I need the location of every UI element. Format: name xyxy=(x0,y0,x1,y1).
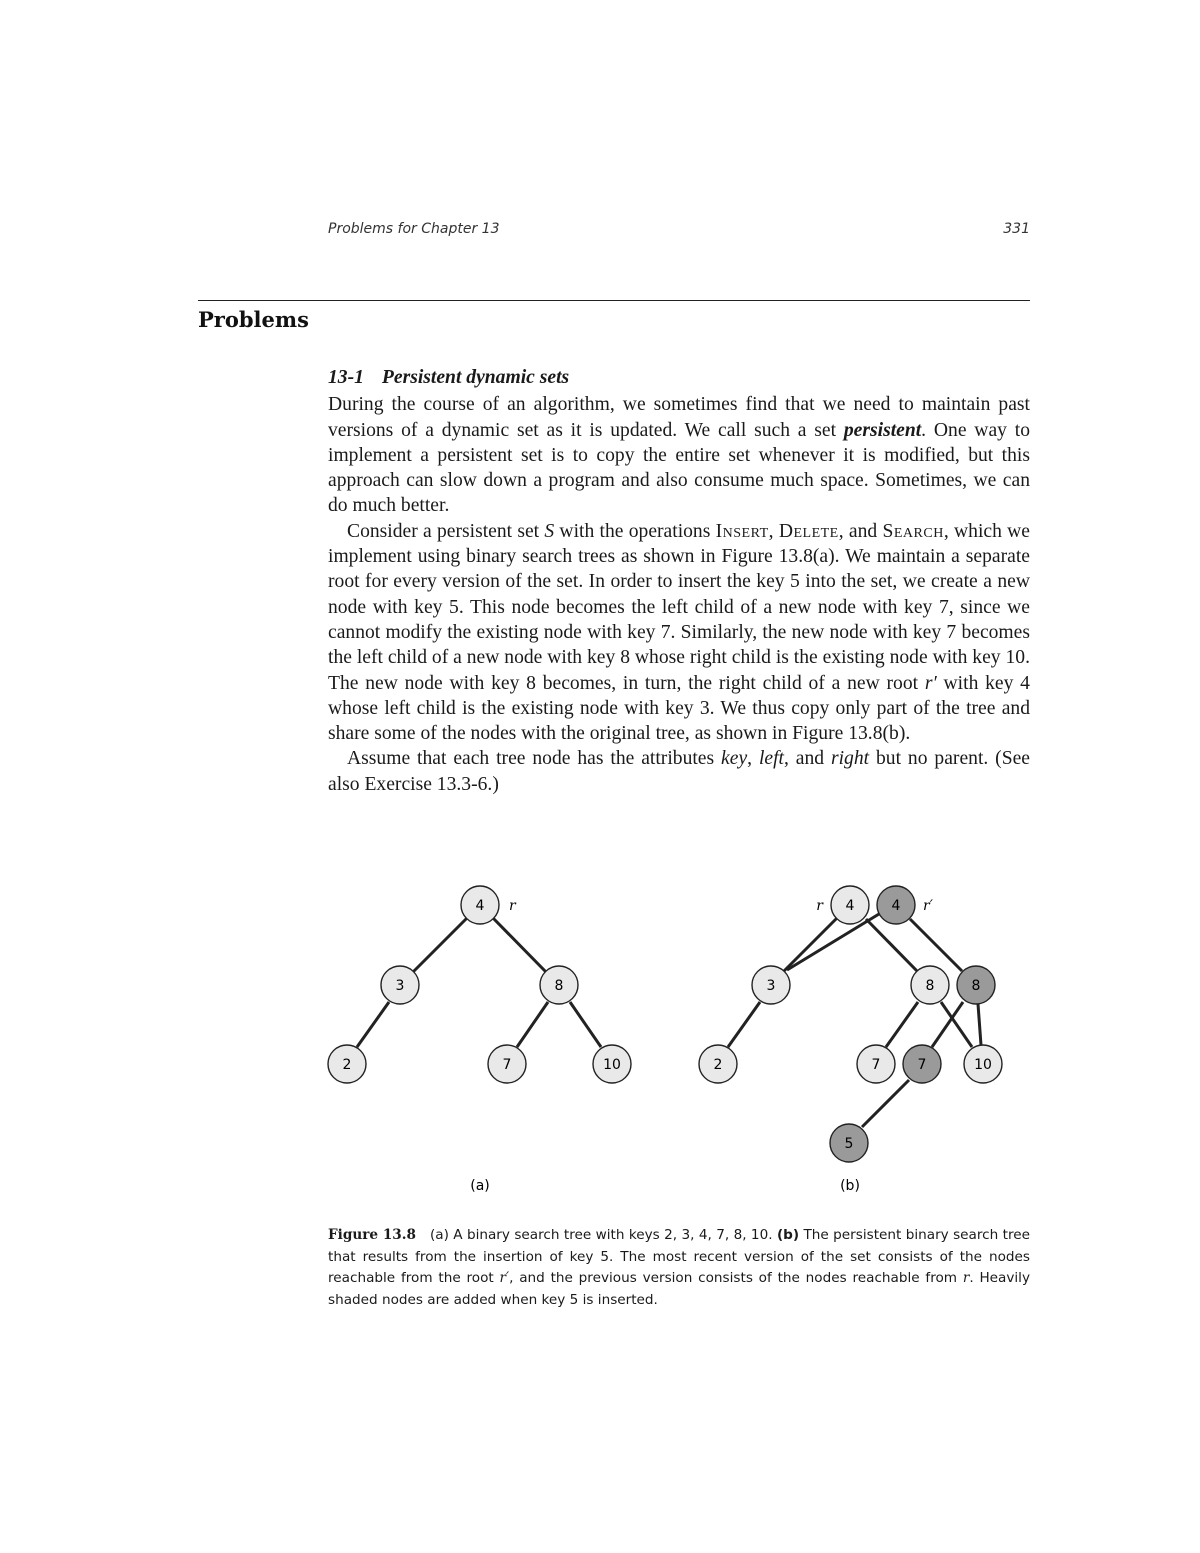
edge-a-3-2 xyxy=(357,1002,389,1047)
node-b-4-key: 4 xyxy=(845,898,855,914)
p3-text-d: but no parent. (See also Exercise 13.3-6.) xyxy=(328,748,1031,795)
p3-text-b: , xyxy=(747,748,759,770)
root-label-a: r xyxy=(509,898,516,914)
node-b-3 xyxy=(752,966,790,1004)
node-b-new-8 xyxy=(957,966,995,1004)
p2-text-d: , and xyxy=(838,520,883,542)
subfigure-label-a: (a) xyxy=(470,1178,490,1194)
node-b-new-7 xyxy=(903,1045,941,1083)
op-insert: Insert xyxy=(715,520,769,542)
problem-title: Persistent dynamic sets xyxy=(381,367,570,388)
node-a-10-key: 10 xyxy=(603,1057,621,1073)
tree-b-edges xyxy=(728,914,981,1127)
node-b-8 xyxy=(911,966,949,1004)
edge-b-8-7 xyxy=(886,1002,918,1047)
running-head-title: Problems for Chapter 13 xyxy=(328,221,500,237)
node-b-2-key: 2 xyxy=(713,1057,723,1073)
node-b-new-4 xyxy=(877,886,915,924)
edge-b-3-2 xyxy=(728,1002,760,1047)
node-b-7 xyxy=(857,1045,895,1083)
node-b-8-key: 8 xyxy=(925,978,935,994)
node-b-new-5 xyxy=(830,1124,868,1162)
p2-text-a: Consider a persistent set xyxy=(347,520,545,542)
node-b-new-7-key: 7 xyxy=(917,1057,927,1073)
edge-b-new8-10 xyxy=(978,1004,981,1045)
caption-b-text-3: . Heavily shaded nodes are added when key 5 is inserted. xyxy=(328,1270,1031,1308)
node-a-8-key: 8 xyxy=(554,978,564,994)
caption-a-text: A binary search tree with keys 2, 3, 4, 7, 8, 10. xyxy=(448,1227,777,1243)
edge-b-4-8 xyxy=(866,919,917,971)
edge-b-new8-new7 xyxy=(932,1002,963,1047)
p3-text-a: Assume that each tree node has the attributes xyxy=(347,748,722,770)
attr-left: left xyxy=(758,748,784,770)
figure-caption xyxy=(328,1225,1030,1311)
p2-text-b: with the operations xyxy=(554,520,716,542)
caption-a-mark: (a) xyxy=(429,1227,449,1243)
node-a-7-key: 7 xyxy=(502,1057,512,1073)
p1-text-a: During the course of an algorithm, we sometimes find that we need to maintain past versions of a dynamic set as it is updated. We call such a set xyxy=(328,394,1030,441)
edge-a-4-8 xyxy=(493,918,546,972)
edge-b-8-10 xyxy=(941,1002,972,1047)
node-b-new-8-key: 8 xyxy=(971,978,981,994)
node-a-7 xyxy=(488,1045,526,1083)
node-b-7-key: 7 xyxy=(871,1057,881,1073)
op-search: Search xyxy=(882,520,944,542)
node-a-2-key: 2 xyxy=(342,1057,352,1073)
figure-label: Figure 13.8 xyxy=(328,1227,416,1243)
node-b-4 xyxy=(831,886,869,924)
node-a-10 xyxy=(593,1045,631,1083)
p2-text-e: , which we implement using binary search trees as shown in Figure 13.8(a). We maintain a separate root for every version of the set. In order to insert the key 5 into the set, we create a new node with key 5. This node becomes the left child of a new node with key 7, since we cannot modify the existing node with key 7. Similarly, the new node with key 7 becomes the left child of a new node with key 8 whose right child is the existing node with key 10. The new node with key 8 becomes, in turn, the right child of a new root xyxy=(328,520,1031,694)
section-title: Problems xyxy=(198,307,309,332)
node-b-10 xyxy=(964,1045,1002,1083)
node-b-new-5-key: 5 xyxy=(844,1136,854,1152)
set-variable: S xyxy=(544,520,555,542)
node-a-3-key: 3 xyxy=(395,978,405,994)
new-root-label-b: r′ xyxy=(923,898,933,914)
edge-a-8-7 xyxy=(517,1002,548,1047)
page-number: 331 xyxy=(1003,221,1030,237)
caption-new-root: r′ xyxy=(499,1270,510,1286)
node-b-3-key: 3 xyxy=(766,978,776,994)
caption-b-text-1: The persistent binary search tree that results from the insertion of key 5. The most recent version of the set consists of the nodes reachable from the root xyxy=(328,1227,1030,1286)
node-a-8 xyxy=(540,966,578,1004)
node-a-2 xyxy=(328,1045,366,1083)
node-b-2 xyxy=(699,1045,737,1083)
op-delete: Delete xyxy=(778,520,839,542)
p1-text-b: . One way to implement a persistent set is to copy the entire set whenever it is modified, but this approach can slow down a program and also consume much space. Sometimes, we can do much better. xyxy=(328,419,1030,517)
problem-number: 13-1 xyxy=(328,367,364,388)
node-a-4-key: 4 xyxy=(475,898,485,914)
p2-text-c: , xyxy=(768,520,779,542)
caption-b-mark: (b) xyxy=(776,1227,800,1243)
edge-a-4-3 xyxy=(413,918,467,972)
tree-a-nodes xyxy=(328,886,631,1194)
attr-key: key xyxy=(721,748,748,770)
edge-b-new4-new8 xyxy=(910,919,962,971)
subfigure-label-b: (b) xyxy=(840,1178,860,1194)
node-a-4 xyxy=(461,886,499,924)
caption-b-text-2: , and the previous version consists of the nodes reachable from xyxy=(509,1270,963,1286)
edge-a-8-10 xyxy=(570,1002,601,1047)
p3-text-c: , and xyxy=(783,748,831,770)
old-root-label-b: r xyxy=(816,898,823,914)
term-persistent: persistent xyxy=(843,419,922,441)
node-a-3 xyxy=(381,966,419,1004)
new-root-variable: r′ xyxy=(924,672,937,694)
attr-right: right xyxy=(830,748,870,770)
node-b-10-key: 10 xyxy=(974,1057,992,1073)
node-b-new-4-key: 4 xyxy=(891,898,901,914)
caption-old-root: r xyxy=(962,1270,970,1286)
edge-b-new7-5 xyxy=(862,1080,909,1127)
p2-text-f: with key 4 whose left child is the existing node with key 3. We thus copy only part of the tree and share some of the nodes with the original tree, as shown in Figure 13.8(b). xyxy=(328,672,1030,745)
